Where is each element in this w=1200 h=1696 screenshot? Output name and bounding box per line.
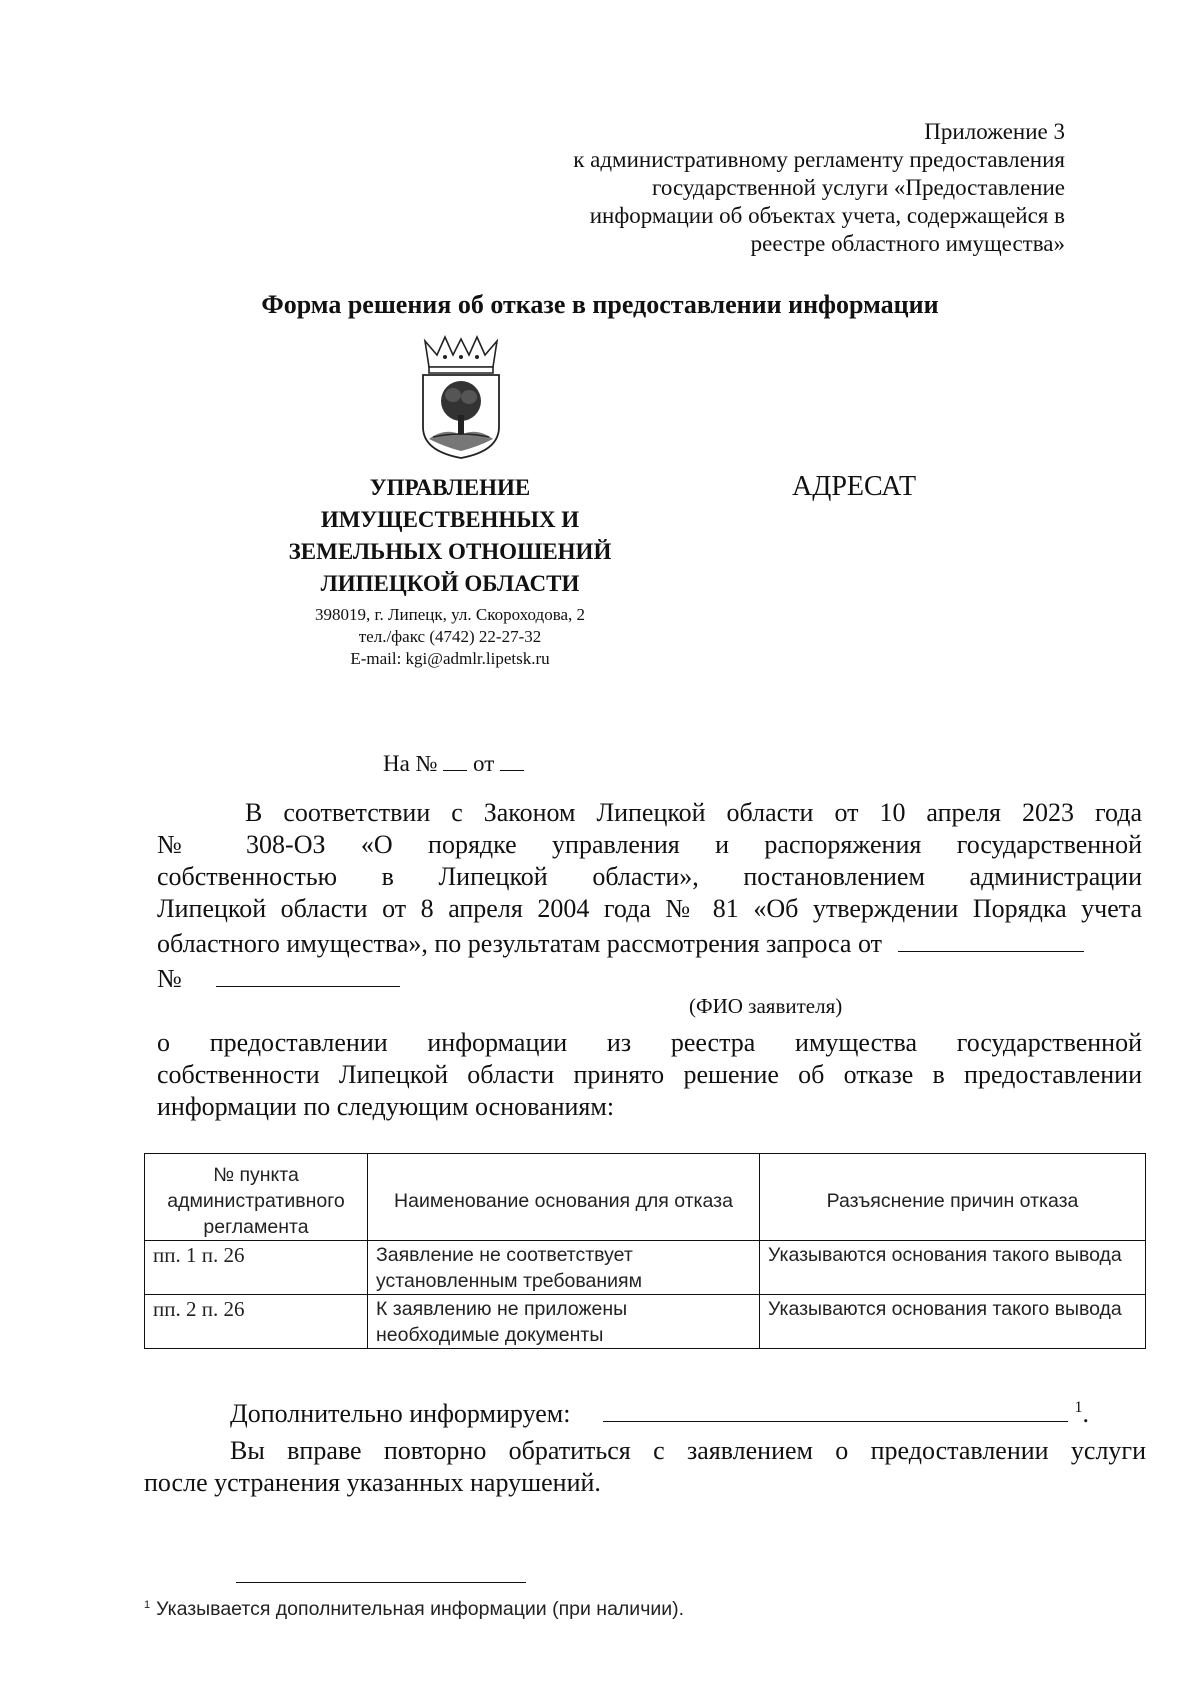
table-header: Наименование основания для отказа bbox=[368, 1154, 760, 1241]
request-date-blank bbox=[898, 925, 1084, 952]
organization-email: E-mail: kgi@admlr.lipetsk.ru bbox=[350, 649, 550, 668]
paragraph-line-text: областного имущества», по результатам рассмотрения запроса от bbox=[157, 929, 882, 958]
appendix-header bbox=[505, 118, 1065, 258]
additional-info-line: Дополнительно информируем: $^1$. bbox=[230, 1395, 1089, 1429]
paragraph-line bbox=[157, 925, 1142, 960]
organization-name-line: УПРАВЛЕНИЕ bbox=[369, 475, 531, 500]
footnote-text: Указывается дополнительная информации (при наличии). bbox=[156, 1598, 685, 1620]
paragraph-line: В соответствии с Законом Липецкой области от 10 апреля 2023 года bbox=[245, 798, 1142, 827]
addressee-placeholder: АДРЕСАТ bbox=[792, 471, 917, 502]
table-cell: К заявлению не приложены необходимые документы bbox=[368, 1295, 760, 1349]
table-cell: Указываются основания такого вывода bbox=[760, 1295, 1146, 1349]
additional-info-blank bbox=[603, 1395, 1068, 1422]
organization-name bbox=[270, 472, 630, 600]
organization-address: 398019, г. Липецк, ул. Скороходова, 2 bbox=[314, 605, 586, 624]
footnote-reference: 1 bbox=[1074, 1399, 1083, 1417]
table-header: № пункта административного регламента bbox=[145, 1154, 368, 1241]
reference-date-blank bbox=[500, 750, 524, 771]
form-title: Форма решения об отказе в предоставлении информации bbox=[261, 290, 939, 319]
request-number-blank bbox=[216, 960, 400, 987]
footnote-separator bbox=[236, 1582, 526, 1583]
table-cell: пп. 2 п. 26 bbox=[145, 1295, 368, 1349]
reference-prefix: На № bbox=[383, 751, 438, 776]
table-cell: пп. 1 п. 26 bbox=[145, 1241, 368, 1295]
paragraph-line: информации по следующим основаниям: bbox=[157, 1092, 615, 1121]
paragraph-reapply bbox=[144, 1435, 1146, 1499]
table-header: Разъяснение причин отказа bbox=[760, 1154, 1146, 1241]
organization-phone: тел./факс (4742) 22-27-32 bbox=[358, 627, 542, 646]
reference-line bbox=[383, 750, 524, 777]
paragraph-line: собственности Липецкой области принято решение об отказе в предоставлении bbox=[157, 1060, 1142, 1089]
appendix-line: информации об объектах учета, содержащейся в bbox=[589, 203, 1065, 228]
paragraph-line: после устранения указанных нарушений. bbox=[144, 1468, 601, 1497]
organization-name-line: ЗЕМЕЛЬНЫХ ОТНОШЕНИЙ bbox=[288, 539, 612, 564]
reference-middle: от bbox=[473, 751, 495, 776]
paragraph-line: о предоставлении информации из реестра имущества государственной bbox=[157, 1028, 1142, 1057]
appendix-line: к административному регламенту предоставления bbox=[573, 147, 1065, 172]
additional-info-label: Дополнительно информируем: bbox=[230, 1399, 571, 1428]
appendix-line: Приложение 3 bbox=[924, 119, 1065, 144]
appendix-line: реестре областного имущества» bbox=[750, 231, 1065, 256]
organization-name-line: ЛИПЕЦКОЙ ОБЛАСТИ bbox=[320, 571, 580, 596]
refusal-reasons-table bbox=[144, 1153, 1146, 1349]
paragraph-line: № 308-ОЗ «О порядке управления и распоряжения государственной bbox=[157, 830, 1142, 859]
footnote bbox=[144, 1598, 684, 1621]
paragraph-decision bbox=[157, 1027, 1142, 1123]
table-cell: Указываются основания такого вывода bbox=[760, 1241, 1146, 1295]
paragraph-line-text: № bbox=[157, 964, 182, 993]
fio-caption: (ФИО заявителя) bbox=[689, 994, 843, 1018]
appendix-line: государственной услуги «Предоставление bbox=[652, 175, 1065, 200]
table-row bbox=[145, 1295, 1146, 1349]
table-row bbox=[145, 1241, 1146, 1295]
table-cell: Заявление не соответствует установленным требованиям bbox=[368, 1241, 760, 1295]
paragraph-line: Липецкой области от 8 апреля 2004 года № 81 «Об утверждении Порядка учета bbox=[157, 894, 1142, 923]
paragraph-line: собственностью в Липецкой области», постановлением администрации bbox=[157, 862, 1142, 891]
paragraph-decision-basis bbox=[157, 797, 1142, 995]
paragraph-line: Вы вправе повторно обратиться с заявлением о предоставлении услуги bbox=[230, 1436, 1146, 1465]
reference-number-blank bbox=[443, 750, 467, 771]
table-header-row bbox=[145, 1154, 1146, 1241]
organization-name-line: ИМУЩЕСТВЕННЫХ И bbox=[320, 507, 580, 532]
coat-of-arms-icon bbox=[415, 335, 507, 460]
organization-contacts bbox=[270, 604, 630, 670]
footnote-mark: 1 bbox=[144, 1598, 151, 1611]
paragraph-line bbox=[157, 960, 1142, 995]
